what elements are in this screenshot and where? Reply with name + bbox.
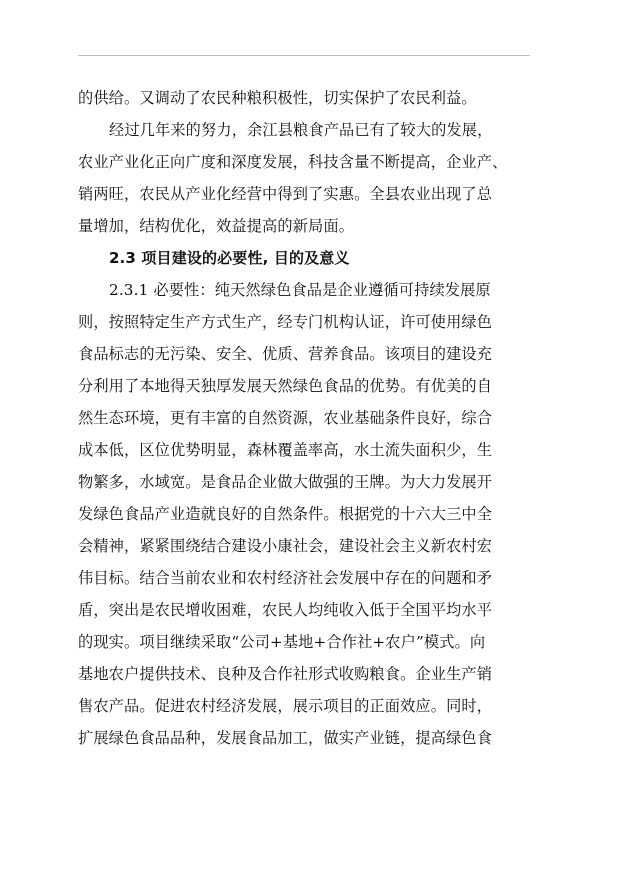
paragraph-line: 分利用了本地得天独厚发展天然绿色食品的优势。有优美的自 bbox=[78, 377, 493, 395]
paragraph-line: 会精神，紧紧围绕结合建设小康社会，建设社会主义新农村宏 bbox=[78, 537, 493, 555]
paragraph-line: 量增加，结构优化，效益提高的新局面。 bbox=[78, 217, 355, 235]
paragraph-line: 物繁多，水域宽。是食品企业做大做强的王牌。为大力发展开 bbox=[78, 473, 493, 491]
body-text bbox=[78, 82, 540, 754]
paragraph-line: 的现实。项目继续采取“公司+基地+合作社+农户”模式。向 bbox=[78, 633, 486, 651]
section-heading: 2.3 项目建设的必要性, 目的及意义 bbox=[109, 249, 350, 267]
paragraph-line: 经过几年来的努力，余江县粮食产品已有了较大的发展， bbox=[109, 121, 493, 139]
paragraph-line: 2.3.1 必要性：纯天然绿色食品是企业遵循可持续发展原 bbox=[109, 281, 491, 299]
paragraph-line: 基地农户提供技术、良种及合作社形式收购粮食。企业生产销 bbox=[78, 665, 493, 683]
paragraph-line: 农业产业化正向广度和深度发展，科技含量不断提高，企业产、 bbox=[78, 153, 508, 171]
paragraph-line: 食品标志的无污染、安全、优质、营养食品。该项目的建设充 bbox=[78, 345, 493, 363]
paragraph-line: 的供给。又调动了农民种粮积极性，切实保护了农民利益。 bbox=[78, 89, 477, 107]
paragraph-line: 扩展绿色食品品种，发展食品加工，做实产业链，提高绿色食 bbox=[78, 729, 493, 747]
paragraph-line: 则，按照特定生产方式生产，经专门机构认证，许可使用绿色 bbox=[78, 313, 493, 331]
paragraph-line: 伟目标。结合当前农业和农村经济社会发展中存在的问题和矛 bbox=[78, 569, 493, 587]
paragraph-line: 然生态环境，更有丰富的自然资源，农业基础条件良好，综合 bbox=[78, 409, 493, 427]
header-divider bbox=[78, 55, 530, 56]
paragraph-line: 盾，突出是农民增收困难，农民人均纯收入低于全国平均水平 bbox=[78, 601, 493, 619]
paragraph-line: 发绿色食品产业造就良好的自然条件。根据党的十六大三中全 bbox=[78, 505, 493, 523]
paragraph-line: 售农产品。促进农村经济发展，展示项目的正面效应。同时， bbox=[78, 697, 493, 715]
paragraph-line: 销两旺，农民从产业化经营中得到了实惠。全县农业出现了总 bbox=[78, 185, 493, 203]
paragraph-line: 成本低，区位优势明显，森林覆盖率高，水土流失面积少，生 bbox=[78, 441, 493, 459]
